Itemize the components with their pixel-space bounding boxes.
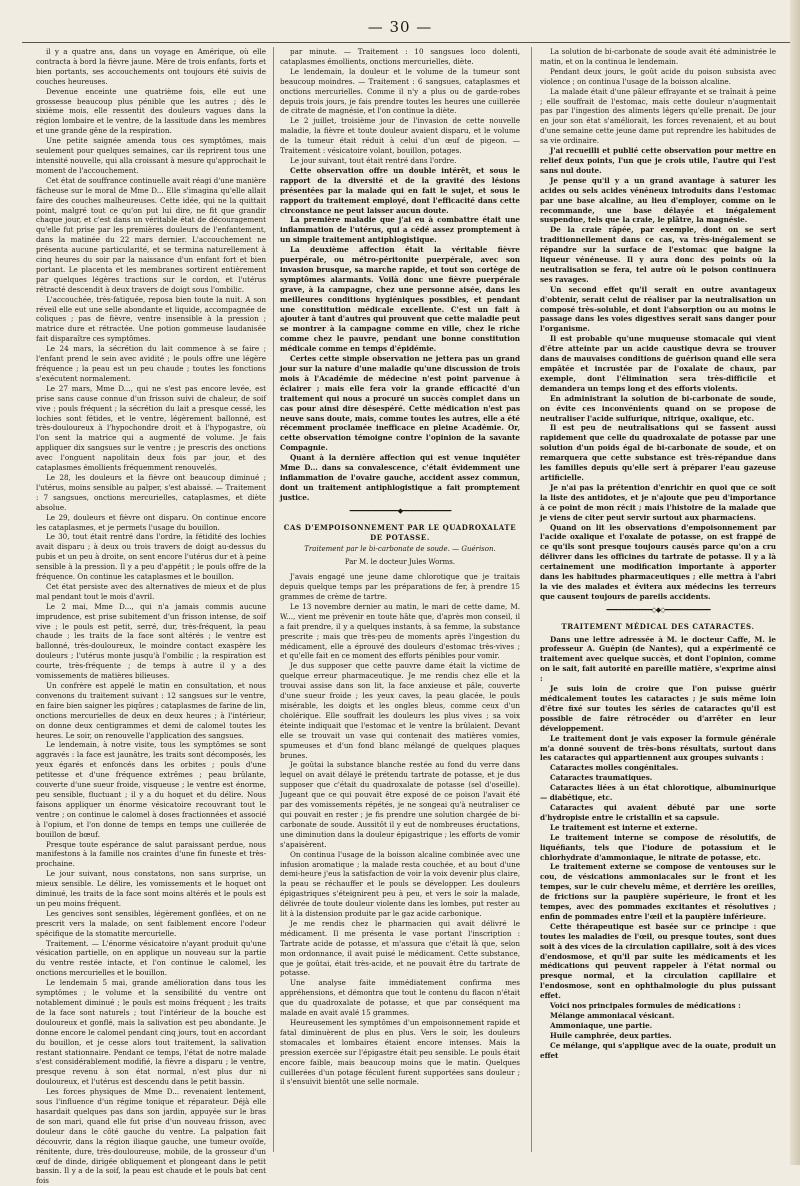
paragraph: Le 2 mai, Mme D..., qui n'a jamais commis aucune imprudence, est prise subitement d'un frisson intense, de soif vive ; le pouls est petit, serré, dur, très-fréquent, la peau chaude ; les traits de la face sont altérés ; le ventre est ballonné, très-douloureux, le moindre contact exaspère les douleurs ; l'utérus monte jusqu'à l'ombilic ; la respiration est courte, très-fréquente ; de temps à autre il y a des vomissements de matières bilieuses.	[36, 601, 266, 681]
paragraph: Le 13 novembre dernier au matin, le mari de cette dame, M. W..., vient me prévenir en toute hâte que, d'après mon conseil, il a fait prendre, il y a quelques instants, à sa femme, la substance prescrite ; mais que très-peu de moments après l'ingestion du médicament, elle a éprouvé des douleurs d'estomac très-vives ; et qu'elle fait en ce moment des efforts pénibles pour vomir.	[280, 601, 520, 661]
paragraph: Quand on lit les observations d'empoisonnement par l'acide oxalique et l'oxalate de potasse, on est frappé de ce qu'ils sont presque toujours causés parce qu'on a cru délivrer dans les officines du tartrate de potasse. Il y a là certainement une modification importante à apporter dans les habitudes pharmaceutiques ; elle mettra à l'abri la vie des malades et évitera aux médecins les terreurs que causent toujours de pareils accidents.	[540, 522, 776, 601]
paragraph: Cet état de souffrance continuelle avait réagi d'une manière fâcheuse sur le moral de Mme D... Elle s'imagina qu'elle allait faire des couches malheureuses. Cette idée, qui ne la quittait point, malgré tout ce qu'on put lui dire, ne fit que grandir chaque jour, et c'est dans un véritable état de découragement qu'elle fut prise par les premières douleurs de l'enfantement, dans la matinée du 22 mars dernier. L'accouchement ne présenta aucune particularité, et se termina naturellement à cinq heures du soir par la naissance d'un enfant fort et bien portant. Le placenta et les membranes sortirent entièrement par quelques légères tractions sur le cordon, et l'utérus rétracté descendit à deux travers de doigt sous l'ombilic.	[36, 175, 266, 294]
paragraph: Le 29, douleurs et fièvre ont disparu. On continue encore les cataplasmes, et je permets l'usage du bouillon.	[36, 512, 266, 532]
paragraph: Je pense qu'il y a un grand avantage à saturer les acides ou sels acides vénéneux introduits dans l'estomac par une base alcaline, au lieu d'employer, comme on le recommande, une base délayée et inégalement suspendue, tels que la craie, le plâtre, la magnésie.	[540, 175, 776, 225]
column-divider	[273, 47, 274, 1152]
paragraph: Je suis loin de croire que l'on puisse guérir médicalement toutes les cataractes ; je suis même loin d'être fixé sur toutes les séries de cataractes qu'il est possible de faire rétrocéder ou d'arrêter en leur développement.	[540, 684, 776, 733]
paragraph: Cataractes traumatiques.	[550, 773, 653, 783]
paragraph: Heureusement les symptômes d'un empoisonnement rapide et fatal diminuèrent de plus en plus. Vers le soir, les douleurs stomacales et lombaires étaient encore intenses. Mais la pression exercée sur l'épigastre était peu sensible. Le pouls était encore faible, mais beaucoup moins que le matin. Quelques cuillerées d'un potage féculent furent supportées sans douleur ; il s'ensuivit bientôt une selle normale.	[280, 1018, 520, 1087]
paragraph: Il est probable qu'une muqueuse stomacale qui vient d'être atteinte par un acide caustique devra se trouver dans de mauvaises conditions de guérison quand elle sera empâtée et incrustée par de l'oxalate de chaux, par exemple, dont l'élimination sera très-difficile et demandera un temps long et des efforts violents.	[540, 334, 776, 393]
paragraph: Je dus supposer que cette pauvre dame était la victime de quelque erreur pharmaceutique. Je me rendis chez elle et la trouvai assise dans son lit, la face anxieuse et pâle, couverte d'une sueur froide ; les yeux caves, la peau glacée, le pouls misérable, les doigts et les ongles bleus, comme ceux d'un cholérique. Elle souffrait les douleurs les plus vives ; sa voix éteinte indiquait que l'estomac et le ventre la brûlaient. Devant elle se trouvait un vase qui contenait des matières vomies, spumeuses et d'un fond blanc mélangé de quelques plaques brunes.	[280, 661, 520, 760]
column-divider	[531, 47, 532, 1152]
paragraph: il y a quatre ans, dans un voyage en Amérique, où elle contracta à bord la fièvre jaune. Mère de trois enfants, forts et bien portants, ses accouchements ont toujours été suivis de couches heureuses.	[36, 47, 266, 86]
paragraph: Voici nos principales formules de médications :	[550, 1001, 741, 1011]
paragraph: La malade était d'une pâleur effrayante et se traînait à peine ; elle souffrait de l'estomac, mais cette douleur n'augmentait pas par l'ingestion des aliments légers qu'elle prenait. De jour en jour son état s'améliorait, les forces revenaient, et au bout d'une semaine cette jeune dame put reprendre les habitudes de sa vie ordinaire.	[540, 86, 776, 146]
separator-ornament: ━━━━━━━━━━━━━━◇◆◇━━━━━━━━━━━━━━	[606, 605, 710, 614]
paragraph: Mélange ammoniacal vésicant.	[550, 1011, 675, 1020]
paragraph: Le 2 juillet, troisième jour de l'invasion de cette nouvelle maladie, la fièvre et toute douleur avaient disparu, et le volume de la tumeur était réduit à celui d'un œuf de pigeon. — Traitement : vésicatoire volant, bouillon, potages.	[280, 116, 520, 156]
paragraph: La deuxième affection était la véritable fièvre puerpérale, ou métro-péritonite puerpérale, avec son invasion brusque, sa marche rapide, et tout son cortège de symptômes alarmants. Voilà donc une fièvre puerpérale grave, à la campagne, chez une personne aisée, dans les meilleures conditions hygiéniques possibles, et pendant une constitution médicale excellente. C'est un fait à ajouter à tant d'autres qui prouvent que cette maladie peut se montrer à la campagne comme en ville, chez le riche comme chez le pauvre, pendant une bonne constitution médicale comme en temps d'épidémie.	[280, 245, 520, 354]
paragraph: Huile camphrée, deux parties.	[550, 1030, 672, 1040]
paragraph: Le traitement est interne et externe.	[550, 822, 698, 832]
paragraph: Je goûtai la substance blanche restée au fond du verre dans lequel on avait délayé le prétendu tartrate de potasse, et je dus supposer que c'était du quadroxalate de potasse (sel d'oseille). Jugeant que ce qui pouvait être exposé de ce poison l'avait été par des vomissements répétés, je ne songeai qu'à neutraliser ce qui pouvait en rester ; je fis prendre une solution chargée de bi-carbonate de soude. Aussitôt il y eut de nombreuses éructations, une diminution dans la douleur épigastrique ; les efforts de vomir s'apaisèrent.	[280, 760, 520, 849]
paragraph: Presque toute espérance de salut paraissant perdue, nous manifestons à la famille nos craintes d'une fin funeste et très-prochaine.	[36, 839, 266, 869]
paragraph: Traitement. — L'énorme vésicatoire n'ayant produit qu'une vésication partielle, on en applique un nouveau sur la partie du ventre restée intacte, et l'on continue le calomel, les onctions mercurielles et le bouillon.	[36, 938, 266, 978]
paragraph: Cette thérapeutique est basée sur ce principe : que toutes les maladies de l'œil, ou presque toutes, sont dues soit à des vices de la circulation capillaire, soit à des vices d'endosmose, et qu'il par suite les médicaments et les médications qui peuvent rappeler à l'état normal ou presque normal, et la circulation capillaire et l'endosmose, sont en ophthalmologie du plus puissant effet.	[540, 921, 776, 1001]
header-rule	[22, 42, 792, 43]
paragraph: Les forces physiques de Mme D... revenaient lentement, sous l'influence d'un régime tonique et réparateur. Déjà elle hasardait quelques pas dans son jardin, appuyée sur le bras de son mari, quand elle fut prise d'un nouveau frisson, avec douleur dans le côté gauche du ventre. La palpation fait découvrir, dans la région iliaque gauche, une tumeur ovoïde, rénitente, dure, très-douloureuse, mobile, de la grosseur d'un œuf de dinde, dirigée obliquement et plongeant dans le petit bassin. Il y a de la soif, la peau est chaude et le pouls bat cent fois	[36, 1087, 266, 1186]
paragraph: Un second effet qu'il serait en outre avantageux d'obtenir, serait celui de réaliser par la neutralisation un composé très-soluble, et dont l'absorption ou au moins le passage dans les voies digestives serait sans danger pour l'organisme.	[540, 284, 776, 334]
article-author: Par M. le docteur Jules Worms.	[344, 558, 456, 567]
paragraph: Je n'ai pas la prétention d'enrichir en quoi que ce soit la liste des antidotes, et je n'ajoute que peu d'importance à ce point de mon récit ; mais l'histoire de la malade que je viens de citer peut servir surtout aux pharmaciens.	[540, 482, 776, 522]
paragraph: Le traitement interne se compose de résolutifs, de liquéfiants, tels que l'iodure de potassium et le chlorhydrate d'ammoniaque, le nitrate de potasse, etc.	[540, 832, 776, 862]
paragraph: Le traitement dont je vais exposer la formule générale m'a donné souvent de très-bons résultats, surtout dans les cataractes qui appartiennent aux groupes suivants :	[540, 733, 776, 763]
column-3	[540, 47, 776, 1152]
paragraph: La première maladie que j'ai eu à combattre était une inflammation de l'utérus, qui a cédé assez promptement à un simple traitement antiphlogistique.	[280, 215, 520, 245]
column-2	[280, 47, 520, 1152]
paragraph: J'ai recueilli et publié cette observation pour mettre en relief deux points, l'un que je crois utile, l'autre qui l'est sans nul doute.	[540, 146, 776, 175]
paragraph: Pendant deux jours, le goût acide du poison subsista avec violence ; on continua l'usage de la boisson alcaline.	[540, 66, 776, 86]
article-subtitle: Traitement par le bi-carbonate de soude. — Guérison.	[304, 545, 496, 554]
paragraph: Il est peu de neutralisations qui se fassent aussi rapidement que celle du quadroxalate de potasse par une solution d'un poids égal de bi-carbonate de soude, et on remarquera que cette substance est très-répandue dans les familles depuis qu'elle sert à préparer l'eau gazeuse artificielle.	[540, 423, 776, 482]
paragraph: Une petite saignée amenda tous ces symptômes, mais seulement pour quelques semaines, car ils reprirent tous une intensité nouvelle, qui alla croissant à mesure qu'approchait le moment de l'accouchement.	[36, 136, 266, 175]
paragraph: Le lendemain, à notre visite, tous les symptômes se sont aggravés : la face est jaunâtre, les traits sont décomposés, les yeux égarés et enfoncés dans les orbites ; pouls d'une petitesse et d'une fréquence extrêmes ; peau brûlante, couverte d'une sueur froide, visqueuse ; le ventre est énorme, peu sensible, fluctuant ; il y a du hoquet et du délire. Nous faisons appliquer un énorme vésicatoire recouvrant tout le ventre ; on continue le calomel à doses fractionnées et associé à l'opium, et l'on donne de temps en temps une cuillerée de bouillon de bœuf.	[36, 740, 266, 839]
page-edge	[790, 0, 800, 1165]
paragraph: J'avais engagé une jeune dame chlorotique que je traitais depuis quelque temps par les préparations de fer, à prendre 15 grammes de crème de tartre.	[280, 572, 520, 602]
paragraph: Certes cette simple observation ne jettera pas un grand jour sur la nature d'une maladie qu'une discussion de trois mois à l'Académie de médecine n'est point parvenue à éclairer ; mais elle fera voir la grande efficacité d'un traitement qui nous a procuré un succès complet dans un cas pour ainsi dire désespéré. Cette médication n'est pas neuve sans doute, mais, comme toutes les autres, elle a été récemment proclamée inefficace en pleine Académie. Or, cette observation témoigne contre l'opinion de la savante Compagnie.	[280, 354, 520, 453]
paragraph: L'accouchée, très-fatiguée, reposa bien toute la nuit. A son réveil elle eut une selle abondante et liquide, accompagnée de coliques ; pas de fièvre, ventre insensible à la pression ; matrice dure et rétractée. Une potion gommeuse laudanisée fait disparaître ces symptômes.	[36, 294, 266, 344]
article-title: TRAITEMENT MÉDICAL DES CATARACTES.	[561, 621, 755, 631]
paragraph: Quant à la dernière affection qui est venue inquiéter Mme D... dans sa convalescence, c'était évidemment une inflammation de l'ovaire gauche, accident assez commun, dont un traitement antiphlogistique a fait promptement justice.	[280, 453, 520, 502]
paragraph: Les gencives sont sensibles, légèrement gonflées, et on ne prescrit vers la malade, on sent faiblement encore l'odeur spécifique de la stomatite mercurielle.	[36, 908, 266, 938]
paragraph: par minute. — Traitement : 10 sangsues loco dolenti, cataplasmes émollients, onctions mercurielles, diète.	[280, 47, 520, 66]
paragraph: Cataractes liées à un état chlorotique, albuminurique — diabétique, etc.	[540, 783, 776, 803]
paragraph: Le 27 mars, Mme D..., qui ne s'est pas encore levée, est prise sans cause connue d'un frisson suivi de chaleur, de soif vive ; pouls fréquent ; la sécrétion du lait a presque cessé, les lochies sont fétides, et le ventre, légèrement ballonné, est très-douloureux à l'hypochondre droit et à l'hypogastre, où l'on sent la matrice qui a augmenté de volume. Je fais appliquer dix sangsues sur le ventre ; je prescris des onctions avec l'onguent napolitain deux fois par jour, et des cataplasmes émollients fréquemment renouvelés.	[36, 383, 266, 473]
paragraph: Devenue enceinte une quatrième fois, elle eut une grossesse beaucoup plus pénible que les autres ; dès le sixième mois, elle ressentit des douleurs vagues dans la région lombaire et le ventre, de la lassitude dans les membres et une grande gêne de la respiration.	[36, 86, 266, 136]
paragraph: Le lendemain, la douleur et le volume de la tumeur sont beaucoup moindres. — Traitement : 6 sangsues, cataplasmes et onctions mercurielles. Comme il n'y a plus ou de garde-robes depuis trois jours, je fais prendre toutes les heures une cuillerée de citrate de magnésie, et l'on continue la diète.	[280, 66, 520, 116]
paragraph: Le lendemain 5 mai, grande amélioration dans tous les symptômes ; le volume et la sensibilité du ventre ont notablement diminué ; le pouls est moins fréquent ; les traits de la face sont naturels ; tout l'intérieur de la bouche est douloureux et gonflé, mais la salivation est peu abondante. Je donne encore le calomel pendant cinq jours, tout en accordant du bouillon, et je cesse alors tout traitement, la salivation restant stationnaire. Pendant ce temps, l'état de notre malade s'est considérablement modifié, la fièvre a disparu ; le ventre, presque revenu à son état normal, n'est plus dur ni douloureux, et l'utérus est descendu dans le petit bassin.	[36, 978, 266, 1087]
paragraph: Cataractes molles congénitales.	[550, 763, 679, 773]
paragraph: Une analyse faite immédiatement confirma mes appréhensions, et démontra que tout le contenu du flacon n'était que du quadroxalate de potasse, et que par conséquent ma malade en avait avalé 15 grammes.	[280, 978, 520, 1018]
separator-ornament: ━━━━━━━━━━━━━━━◆━━━━━━━━━━━━━━━	[349, 506, 451, 515]
paragraph: Un confrère est appelé le matin en consultation, et nous convenons du traitement suivant : 12 sangsues sur le ventre, en faire bien saigner les piqûres ; cataplasmes de farine de lin, onctions mercurielles de deux en deux heures ; à l'intérieur, on donne deux centigrammes et demi de calomel toutes les heures. Le soir, on renouvelle l'application des sangsues.	[36, 681, 266, 740]
paragraph: De la craie râpée, par exemple, dont on se sert traditionnellement dans ce cas, va très-inégalement se répandre sur la surface de l'estomac que baigne la liqueur vénéneuse. Il y aura donc des points où la neutralisation se fera, tel autre où le poison continuera ses ravages.	[540, 225, 776, 284]
page-number: — 30 —	[367, 18, 433, 36]
paragraph: Ammoniaque, une partie.	[550, 1020, 653, 1030]
paragraph: Cataractes qui avaient débuté par une sorte d'hydropisie entre le cristallin et sa capsule.	[540, 802, 776, 822]
paragraph: Cet état persiste avec des alternatives de mieux et de plus mal pendant tout le mois d'avril.	[36, 581, 266, 601]
paragraph: Cette observation offre un double intérêt, et sous le rapport de la diversité et de la gravité des lésions présentées par la malade qui en fait le sujet, et sous le rapport du traitement employé, dont l'efficacité dans cette circonstance ne peut laisser aucun doute.	[280, 165, 520, 215]
paragraph: On continua l'usage de la boisson alcaline combinée avec une infusion aromatique ; la malade resta couchée, et au bout d'une demi-heure j'eus la satisfaction de voir la voix devenir plus claire, la peau se réchauffer et le pouls se développer. Les douleurs épigastriques s'éteignirent peu à peu, et vers le soir la malade, délivrée de toute douleur violente dans les lombes, put rester au lit à la distension produite par le gaz acide carbonique.	[280, 849, 520, 919]
paragraph: Le 28, les douleurs et la fièvre ont beaucoup diminué ; l'utérus, moins sensible au palper, s'est abaissé. — Traitement : 7 sangsues, onctions mercurielles, cataplasmes, et diète absolue.	[36, 472, 266, 512]
paragraph: Je me rendis chez le pharmacien qui avait délivré le médicament. Il me présenta le vase portant l'inscription : Tartrate acide de potasse, et m'assura que c'était là que, selon mon ordonnance, il avait puisé le médicament. Cette substance, que je goûtai, était très-acide, et ne pouvait être du tartrate de potasse.	[280, 918, 520, 978]
paragraph: La solution de bi-carbonate de soude avait été administrée le matin, et on la continua le lendemain.	[540, 47, 776, 66]
paragraph: Le 30, tout était rentré dans l'ordre, la fétidité des lochies avait disparu ; à deux ou trois travers de doigt au-dessus du pubis et un peu à droite, on sent encore l'utérus dur et à peine sensible à la pression. Il y a peu d'appétit ; le pouls offre de la fréquence. On continue les cataplasmes et le bouillon.	[36, 532, 266, 582]
paragraph: Dans une lettre adressée à M. le docteur Caffe, M. le professeur A. Guépin (de Nantes), qui a expérimenté ce traitement avec quelque succès, et dont l'opinion, comme on le sait, fait autorité en pareille matière, s'exprime ainsi :	[540, 634, 776, 684]
page-header	[0, 18, 800, 36]
paragraph: Le jour suivant, tout était rentré dans l'ordre.	[290, 155, 457, 165]
paragraph: En administrant la solution de bi-carbonate de soude, on évite ces inconvénients quand on se propose de neutraliser l'acide sulfurique, nitrique, oxalique, etc.	[540, 393, 776, 423]
paragraph: Le 24 mars, la sécrétion du lait commence à se faire ; l'enfant prend le sein avec avidité ; le pouls offre une légère fréquence ; la peau est un peu chaude ; toutes les fonctions s'exécutent normalement.	[36, 344, 266, 383]
paragraph: Ce mélange, qui s'applique avec de la ouate, produit un effet	[540, 1040, 776, 1060]
column-1	[36, 47, 266, 1186]
paragraph: Le traitement externe se compose de ventouses sur le cou, de vésications ammoniacales sur le front et les tempes, sur le cuir chevelu même, et derrière les oreilles, de frictions sur la paupière supérieure, le front et les tempes, avec des pommades excitantes et résolutives ; enfin de pommades entre l'œil et la paupière inférieure.	[540, 862, 776, 921]
article-title: CAS D'EMPOISONNEMENT PAR LE QUADROXALATE DE POTASSE.	[283, 522, 517, 542]
paragraph: Le jour suivant, nous constatons, non sans surprise, un mieux sensible. Le délire, les vomissements et le hoquet ont diminué, les traits de la face sont moins altérés et le pouls est un peu moins fréquent.	[36, 869, 266, 908]
